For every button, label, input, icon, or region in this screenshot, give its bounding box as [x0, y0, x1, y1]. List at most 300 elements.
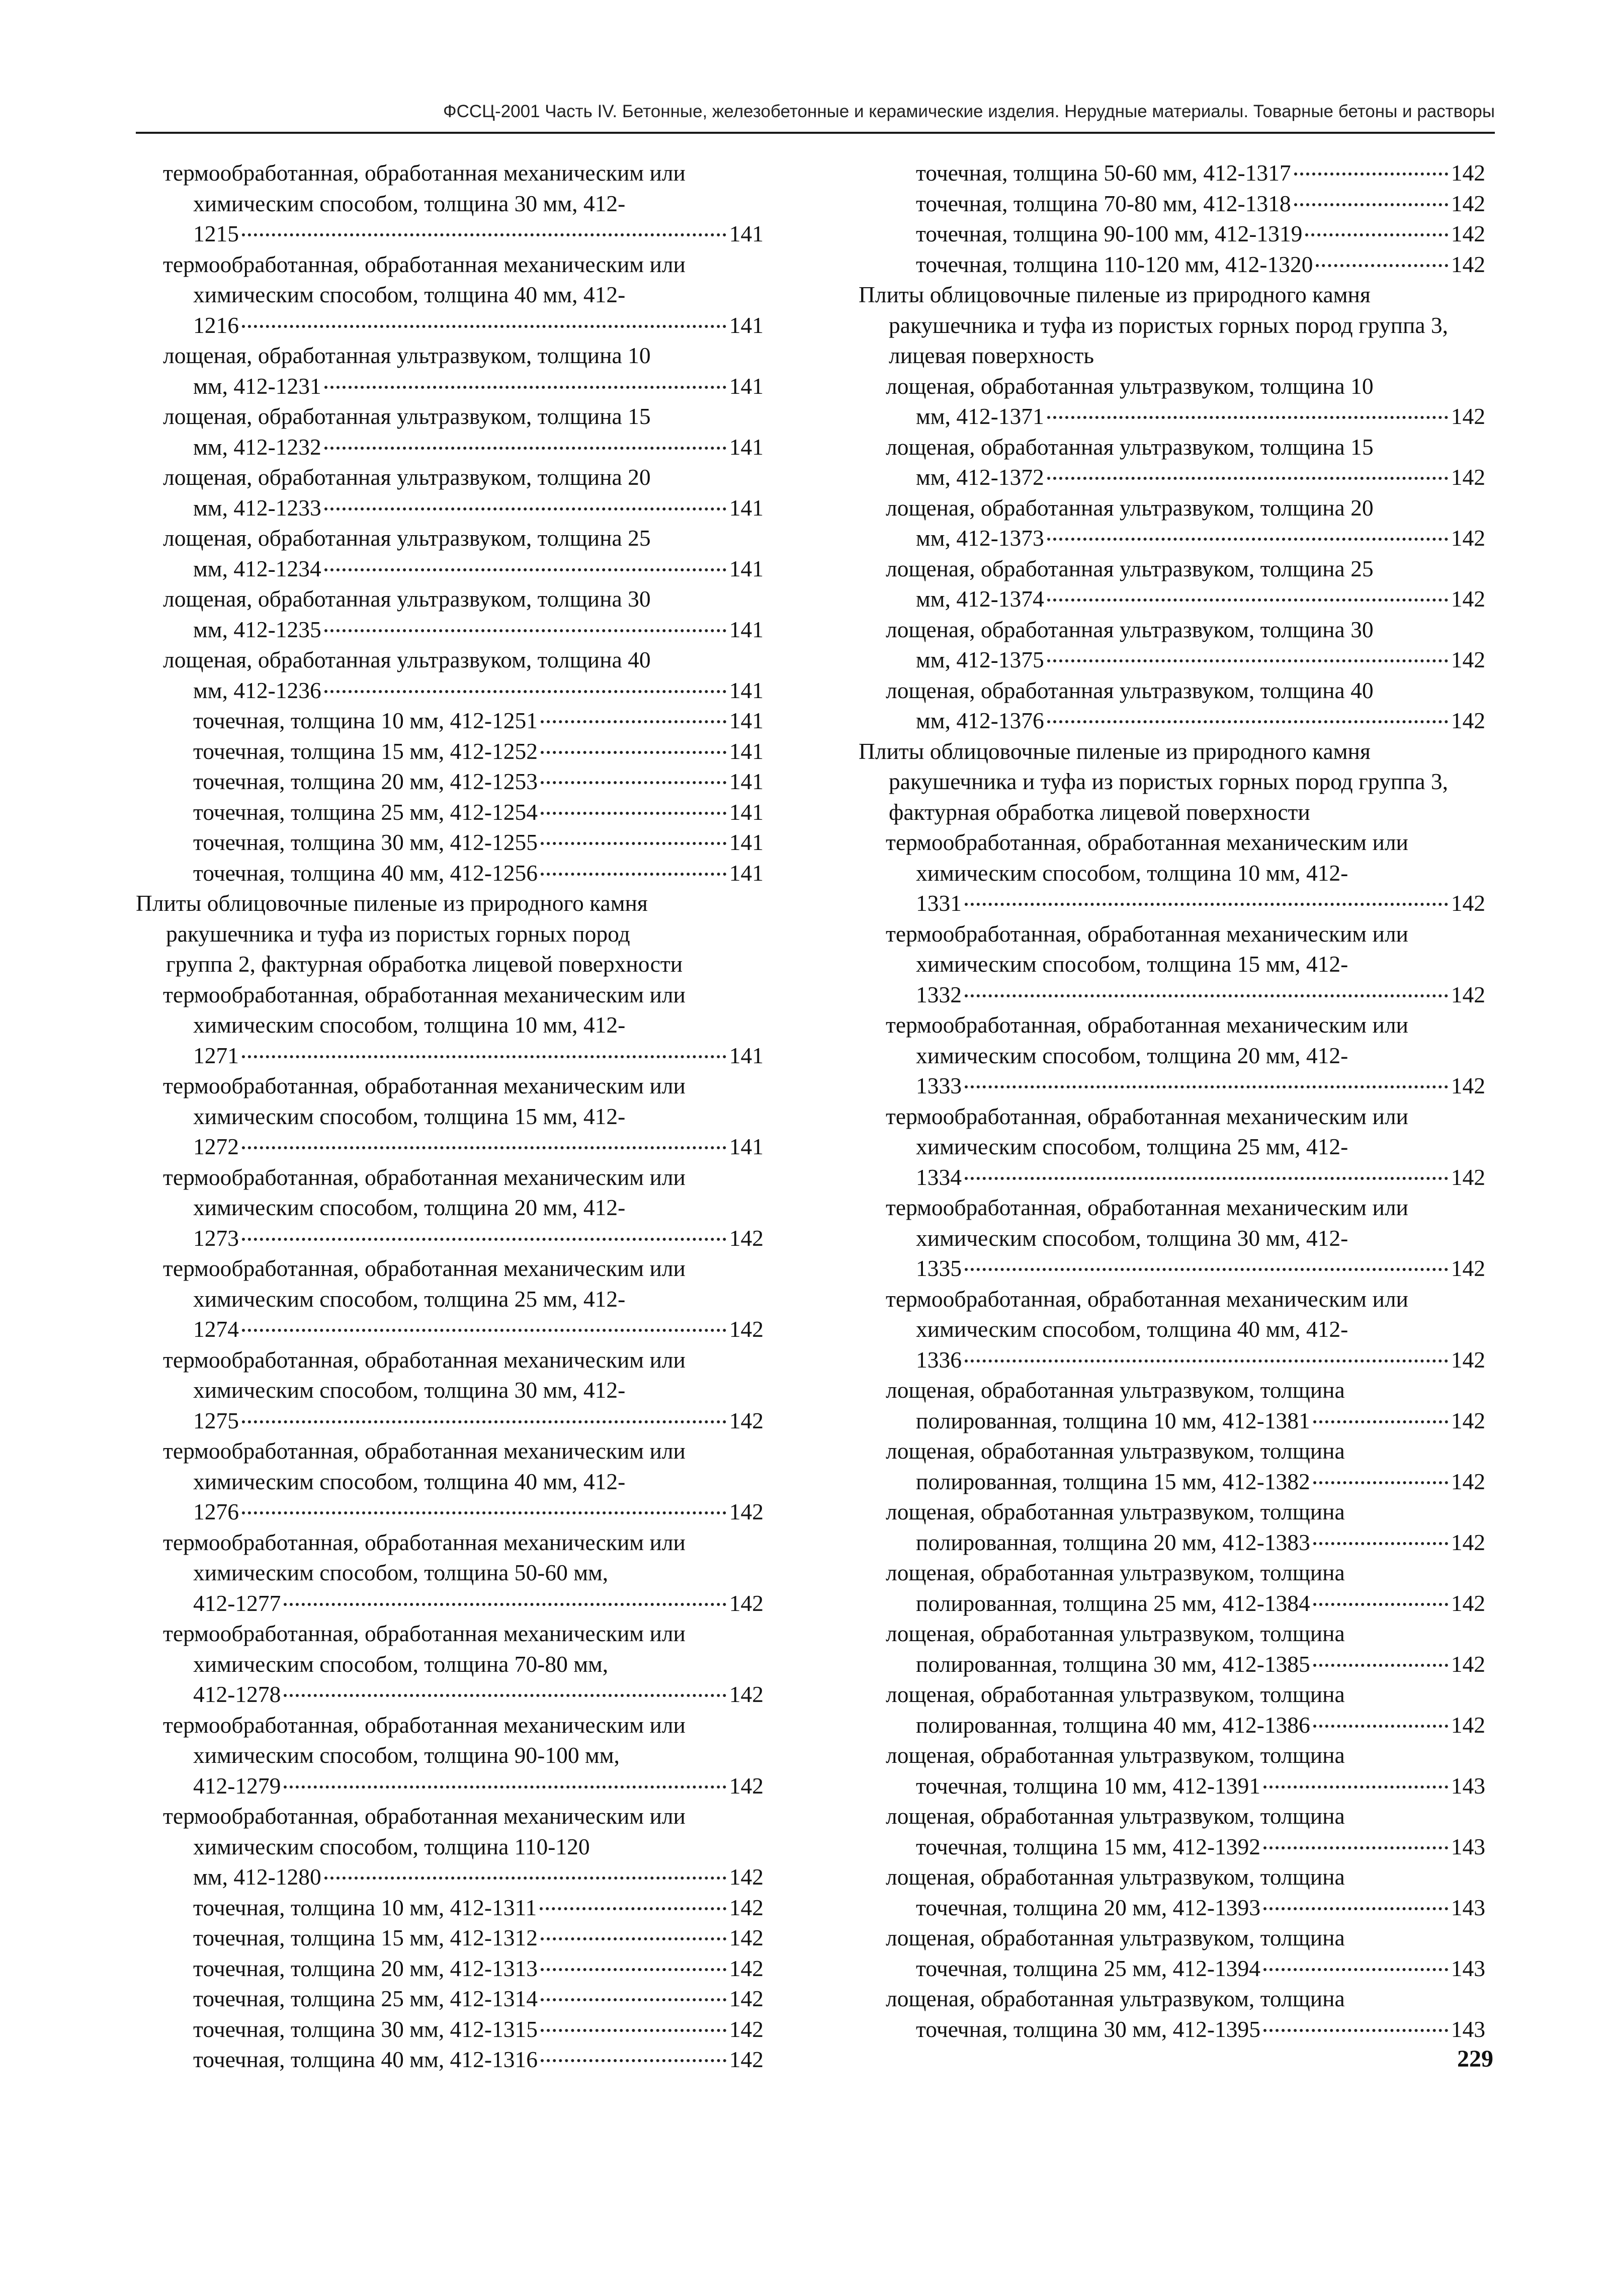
index-entry — [136, 736, 764, 767]
dot-leader — [1263, 1785, 1448, 1789]
index-entry — [859, 1193, 1485, 1284]
index-entry-leader-line — [916, 706, 1485, 736]
index-entry-leader-line — [193, 1953, 764, 1984]
index-entry — [136, 797, 764, 828]
index-entry-code: полированная, толщина 20 мм, 412-1383 — [916, 1529, 1310, 1555]
index-entry-leader-line — [193, 1314, 764, 1345]
index-entry — [136, 462, 764, 523]
index-entry-code: 1215 — [193, 221, 239, 246]
index-entry — [136, 249, 764, 341]
index-entry-text: лощеная, обработанная ультразвуком, толщина — [886, 1742, 1345, 1768]
index-entry-leader-line — [193, 2045, 764, 2075]
index-entry-text: термообработанная, обработанная механическим или химическим способом, толщина 40 мм, 412- — [163, 1438, 686, 1494]
index-entry — [859, 1375, 1485, 1436]
dot-leader — [541, 1968, 726, 1971]
index-entry-code: 1332 — [916, 981, 962, 1007]
index-entry — [859, 158, 1485, 189]
index-entry-text: группа 2, фактурная обработка лицевой поверхности — [166, 951, 683, 977]
dot-leader — [324, 568, 726, 571]
index-entry-leader-line — [916, 1406, 1485, 1436]
index-entry-code: точечная, толщина 20 мм, 412-1313 — [193, 1955, 538, 1981]
dot-leader — [1047, 659, 1448, 662]
dot-leader — [324, 386, 726, 389]
index-entry-leader-line — [916, 462, 1485, 493]
index-entry-leader-line — [916, 1071, 1485, 1101]
index-entry — [136, 523, 764, 584]
index-entry-page: 142 — [1451, 586, 1485, 612]
index-entry — [859, 493, 1485, 554]
index-entry — [859, 1010, 1485, 1101]
index-entry — [859, 736, 1485, 828]
index-entry-page: 142 — [1451, 160, 1485, 186]
index-entry-leader-line — [916, 158, 1485, 189]
index-entry-leader-line — [916, 219, 1485, 249]
index-entry-leader-line — [916, 1162, 1485, 1193]
index-entry-text: лощеная, обработанная ультразвуком, толщина 30 — [163, 586, 651, 612]
dot-leader — [541, 1998, 726, 2001]
index-entry — [859, 1436, 1485, 1497]
index-entry-leader-line — [916, 1771, 1485, 1802]
index-entry-text: лощеная, обработанная ультразвуком, толщина 40 — [163, 647, 651, 672]
index-entry-leader-line — [193, 1132, 764, 1162]
index-entry — [136, 1253, 764, 1345]
index-entry-page: 143 — [1451, 2016, 1485, 2042]
index-entry — [136, 949, 764, 980]
index-entry — [859, 1558, 1485, 1619]
index-entry-text: термообработанная, обработанная механическим или химическим способом, толщина 70-80 мм, — [163, 1621, 686, 1677]
index-entry-code: точечная, толщина 25 мм, 412-1394 — [916, 1955, 1260, 1981]
index-entry-page: 142 — [729, 1986, 764, 2011]
index-entry-code: 1275 — [193, 1407, 239, 1433]
index-entry-text: термообработанная, обработанная механическим или химическим способом, толщина 90-100 мм, — [163, 1712, 686, 1768]
index-entry-leader-line — [916, 1467, 1485, 1497]
index-entry-code: 412-1278 — [193, 1681, 281, 1707]
index-entry-code: 1334 — [916, 1164, 962, 1190]
index-entry-page: 141 — [729, 860, 764, 886]
index-entry-code: мм, 412-1373 — [916, 525, 1044, 551]
index-entry-page: 143 — [1451, 1772, 1485, 1799]
index-entry — [136, 1071, 764, 1162]
index-entry-text: термообработанная, обработанная механическим или химическим способом, толщина 30 мм, 412- — [163, 1346, 686, 1403]
index-entry-leader-line — [193, 675, 764, 706]
index-entry-leader-line — [916, 189, 1485, 219]
index-entry-text: Плиты облицовочные пиленые из природного камня ракушечника и туфа из пористых горных пород группа 3, фактурная обработка лицевой поверхности — [859, 738, 1449, 825]
index-entry-code: мм, 412-1236 — [193, 677, 321, 703]
index-entry — [859, 1801, 1485, 1862]
index-entry — [136, 1162, 764, 1254]
dot-leader — [1313, 1420, 1448, 1423]
index-entry — [136, 1345, 764, 1436]
index-entry-page: 143 — [1451, 1955, 1485, 1981]
index-entry — [136, 1527, 764, 1619]
index-entry-code: точечная, толщина 40 мм, 412-1316 — [193, 2047, 538, 2072]
index-column-left — [136, 158, 764, 2075]
index-entry-page: 142 — [729, 1955, 764, 1981]
index-entry-leader-line — [193, 1679, 764, 1710]
index-entry-page: 141 — [729, 738, 764, 764]
dot-leader — [541, 781, 726, 784]
index-entry-text: термообработанная, обработанная механическим или химическим способом, толщина 10 мм, 412- — [886, 829, 1408, 886]
index-entry-page: 142 — [729, 1499, 764, 1524]
index-entry-page: 142 — [1451, 1529, 1485, 1555]
index-entry-page: 142 — [1451, 464, 1485, 490]
dot-leader — [1263, 1846, 1448, 1849]
dot-leader — [541, 842, 726, 845]
index-entry-leader-line — [916, 1588, 1485, 1619]
index-entry-code: мм, 412-1234 — [193, 555, 321, 581]
index-entry-page: 141 — [729, 677, 764, 703]
index-entry — [859, 554, 1485, 615]
index-entry-code: мм, 412-1232 — [193, 434, 321, 460]
dot-leader — [242, 1420, 726, 1423]
index-entry — [136, 645, 764, 706]
index-entry-page: 141 — [729, 312, 764, 338]
dot-leader — [242, 325, 726, 328]
index-entry-text: Плиты облицовочные пиленые из природного камня ракушечника и туфа из пористых горных пород группа 3, лицевая поверхность — [859, 282, 1449, 368]
index-entry-text: лощеная, обработанная ультразвуком, толщина 30 — [886, 616, 1374, 642]
index-entry-code: полированная, толщина 10 мм, 412-1381 — [916, 1407, 1310, 1433]
index-entry-code: мм, 412-1375 — [916, 647, 1044, 672]
index-entry — [136, 2045, 764, 2075]
index-entry-page: 142 — [729, 1225, 764, 1251]
index-entry — [136, 827, 764, 858]
dot-leader — [965, 1359, 1448, 1363]
index-entry-leader-line — [193, 371, 764, 402]
index-entry-page: 142 — [1451, 1468, 1485, 1494]
page-number: 229 — [1457, 2046, 1493, 2072]
dot-leader — [965, 1268, 1448, 1271]
index-entry — [859, 1679, 1485, 1740]
index-entry-leader-line — [193, 1406, 764, 1436]
index-entry — [859, 189, 1485, 219]
index-entry-code: 1274 — [193, 1316, 239, 1342]
index-entry-page: 142 — [729, 1864, 764, 1890]
index-entry — [859, 1284, 1485, 1376]
running-header — [136, 99, 1495, 134]
running-header-title: ФССЦ-2001 Часть IV. Бетонные, железобетонные и керамические изделия. Нерудные материалы. Товарные бетоны и растворы — [443, 102, 1495, 121]
index-entry-text: лощеная, обработанная ультразвуком, толщина 15 — [886, 434, 1374, 460]
index-entry-code: точечная, толщина 15 мм, 412-1392 — [916, 1833, 1260, 1859]
index-entry-text: термообработанная, обработанная механическим или химическим способом, толщина 40 мм, 412- — [886, 1286, 1408, 1342]
dot-leader — [1294, 203, 1448, 206]
index-entry-text: лощеная, обработанная ультразвуком, толщина 40 — [886, 677, 1374, 703]
index-entry-page: 141 — [729, 769, 764, 794]
index-entry — [859, 675, 1485, 736]
index-entry-code: точечная, толщина 15 мм, 412-1312 — [193, 1925, 538, 1950]
index-entry-text: Плиты облицовочные пиленые из природного камня ракушечника и туфа из пористых горных пород — [136, 890, 648, 947]
dot-leader — [1047, 538, 1448, 541]
index-entry-page: 142 — [1451, 647, 1485, 672]
index-entry-page: 142 — [1451, 251, 1485, 277]
index-entry-text: лощеная, обработанная ультразвуком, толщина — [886, 1864, 1345, 1890]
index-entry-text: лощеная, обработанная ультразвуком, толщина 25 — [886, 555, 1374, 581]
index-entry — [859, 1984, 1485, 2045]
index-entry-code: точечная, толщина 30 мм, 412-1395 — [916, 2016, 1260, 2042]
index-entry — [136, 341, 764, 401]
index-entry-leader-line — [193, 736, 764, 767]
index-entry-page: 141 — [729, 799, 764, 825]
index-entry-text: лощеная, обработанная ультразвуком, толщина — [886, 1499, 1345, 1524]
dot-leader — [242, 1329, 726, 1332]
index-entry-code: мм, 412-1372 — [916, 464, 1044, 490]
dot-leader — [242, 233, 726, 236]
index-entry-page: 141 — [729, 494, 764, 521]
index-entry-leader-line — [193, 432, 764, 463]
index-entry-leader-line — [916, 2014, 1485, 2045]
index-entry-leader-line — [916, 584, 1485, 615]
index-entry-page: 142 — [729, 1681, 764, 1707]
dot-leader — [1313, 1664, 1448, 1667]
index-entry-code: мм, 412-1235 — [193, 616, 321, 642]
dot-leader — [540, 1907, 726, 1910]
dot-leader — [284, 1694, 726, 1697]
index-entry-code: 1216 — [193, 312, 239, 338]
index-entry-page: 141 — [729, 555, 764, 581]
index-entry-page: 142 — [1451, 403, 1485, 429]
index-entry-page: 142 — [729, 1407, 764, 1433]
index-entry-code: точечная, толщина 15 мм, 412-1252 — [193, 738, 538, 764]
dot-leader — [1047, 720, 1448, 723]
dot-leader — [541, 720, 726, 723]
index-entry — [136, 1801, 764, 1893]
index-entry-leader-line — [916, 401, 1485, 432]
index-entry-code: точечная, толщина 40 мм, 412-1256 — [193, 860, 538, 886]
index-entry-code: полированная, толщина 40 мм, 412-1386 — [916, 1712, 1310, 1738]
index-entry-page: 143 — [1451, 1833, 1485, 1859]
dot-leader — [1263, 1968, 1448, 1971]
index-entry-code: точечная, толщина 50-60 мм, 412-1317 — [916, 160, 1291, 186]
index-entry-leader-line — [916, 1345, 1485, 1376]
index-entry-text: термообработанная, обработанная механическим или химическим способом, толщина 110-120 — [163, 1803, 686, 1859]
index-entry-text: лощеная, обработанная ультразвуком, толщина — [886, 1621, 1345, 1646]
dot-leader — [242, 1055, 726, 1058]
index-entry-code: мм, 412-1371 — [916, 403, 1044, 429]
dot-leader — [541, 812, 726, 815]
dot-leader — [541, 2059, 726, 2062]
dot-leader — [965, 1085, 1448, 1088]
index-entry-leader-line — [193, 615, 764, 645]
index-entry-code: 1276 — [193, 1499, 239, 1524]
dot-leader — [965, 994, 1448, 997]
index-entry-code: мм, 412-1280 — [193, 1864, 321, 1890]
index-entry-leader-line — [916, 1649, 1485, 1680]
index-entry-page: 141 — [729, 434, 764, 460]
index-entry-code: точечная, толщина 110-120 мм, 412-1320 — [916, 251, 1313, 277]
index-entry-leader-line — [193, 493, 764, 524]
index-entry — [136, 888, 764, 949]
index-entry-text: лощеная, обработанная ультразвуком, толщина — [886, 1803, 1345, 1829]
index-entry-text: термообработанная, обработанная механическим или химическим способом, толщина 25 мм, 412- — [886, 1103, 1408, 1159]
index-entry-code: 1272 — [193, 1134, 239, 1159]
index-entry — [136, 1893, 764, 1923]
index-entry-page: 143 — [1451, 1894, 1485, 1920]
index-entry — [136, 980, 764, 1071]
index-entry-leader-line — [916, 1832, 1485, 1862]
index-entry-leader-line — [193, 1893, 764, 1923]
index-entry-text: лощеная, обработанная ультразвуком, толщина — [886, 1438, 1345, 1464]
index-entry-code: точечная, толщина 10 мм, 412-1311 — [193, 1894, 537, 1920]
index-entry-page: 141 — [729, 1042, 764, 1068]
dot-leader — [284, 1603, 726, 1606]
index-entry-page: 142 — [729, 1316, 764, 1342]
index-entry-code: точечная, толщина 25 мм, 412-1254 — [193, 799, 538, 825]
dot-leader — [324, 690, 726, 693]
index-entry-page: 142 — [1451, 981, 1485, 1007]
index-entry-code: точечная, толщина 20 мм, 412-1253 — [193, 769, 538, 794]
index-entry — [136, 1953, 764, 1984]
index-entry-code: точечная, толщина 20 мм, 412-1393 — [916, 1894, 1260, 1920]
index-entry-leader-line — [193, 1041, 764, 1071]
index-entry-page: 142 — [1451, 1590, 1485, 1616]
index-entry-leader-line — [193, 797, 764, 828]
dot-leader — [965, 903, 1448, 906]
dot-leader — [1313, 1542, 1448, 1545]
index-entry-code: 1335 — [916, 1255, 962, 1281]
index-entry-leader-line — [193, 1223, 764, 1254]
index-entry-text: лощеная, обработанная ультразвуком, толщина 25 — [163, 525, 651, 551]
index-entry-code: точечная, толщина 70-80 мм, 412-1318 — [916, 190, 1291, 216]
index-entry-page: 142 — [1451, 1651, 1485, 1677]
dot-leader — [1047, 416, 1448, 419]
index-entry — [859, 1497, 1485, 1558]
index-entry-code: точечная, толщина 30 мм, 412-1315 — [193, 2016, 538, 2042]
dot-leader — [1263, 2029, 1448, 2032]
index-entry-code: мм, 412-1376 — [916, 708, 1044, 733]
index-entry — [136, 1984, 764, 2014]
index-entry-page: 141 — [729, 1134, 764, 1159]
index-entry — [859, 219, 1485, 249]
index-entry-leader-line — [916, 1893, 1485, 1923]
dot-leader — [541, 2029, 726, 2032]
index-entry-leader-line — [916, 1527, 1485, 1558]
index-entry-text: лощеная, обработанная ультразвуком, толщина — [886, 1377, 1345, 1403]
index-entry-text: лощеная, обработанная ультразвуком, толщина 10 — [163, 343, 651, 368]
dot-leader — [324, 629, 726, 632]
index-entry-text: лощеная, обработанная ультразвуком, толщина — [886, 1681, 1345, 1707]
dot-leader — [324, 1877, 726, 1880]
index-entry-text: лощеная, обработанная ультразвуком, толщина — [886, 1560, 1345, 1585]
index-entry-text: лощеная, обработанная ультразвуком, толщина 20 — [886, 494, 1374, 521]
index-entry-leader-line — [193, 1984, 764, 2014]
index-entry — [136, 158, 764, 249]
dot-leader — [1313, 1603, 1448, 1606]
index-entry-page: 142 — [1451, 190, 1485, 216]
index-entry-code: 1336 — [916, 1346, 962, 1373]
index-entry-text: термообработанная, обработанная механическим или химическим способом, толщина 50-60 мм, — [163, 1529, 686, 1585]
index-entry-text: термообработанная, обработанная механическим или химическим способом, толщина 25 мм, 412- — [163, 1255, 686, 1312]
index-entry-code: мм, 412-1233 — [193, 494, 321, 521]
index-entry-code: 1331 — [916, 890, 962, 916]
index-entry-page: 142 — [1451, 1712, 1485, 1738]
index-entry-leader-line — [916, 1953, 1485, 1984]
index-entry-page: 142 — [729, 2047, 764, 2072]
index-entry-leader-line — [193, 1771, 764, 1802]
index-entry-leader-line — [193, 1588, 764, 1619]
index-entry-page: 142 — [1451, 221, 1485, 246]
index-entry-text: термообработанная, обработанная механическим или химическим способом, толщина 30 мм, 412- — [886, 1195, 1408, 1251]
index-entry — [136, 1436, 764, 1527]
index-entry-leader-line — [193, 767, 764, 797]
index-entry-text: термообработанная, обработанная механическим или химическим способом, толщина 10 мм, 412- — [163, 981, 686, 1038]
dot-leader — [1313, 1725, 1448, 1728]
dot-leader — [1305, 233, 1448, 236]
index-entry — [859, 1862, 1485, 1923]
index-entry-page: 142 — [1451, 1073, 1485, 1098]
index-entry-code: точечная, толщина 90-100 мм, 412-1319 — [916, 221, 1303, 246]
dot-leader — [541, 873, 726, 876]
index-entry-text: лощеная, обработанная ультразвуком, толщина 15 — [163, 403, 651, 429]
index-entry-code: точечная, толщина 25 мм, 412-1314 — [193, 1986, 538, 2011]
index-entry-text: термообработанная, обработанная механическим или химическим способом, толщина 15 мм, 412- — [163, 1073, 686, 1129]
index-entry-leader-line — [916, 1253, 1485, 1284]
dot-leader — [324, 507, 726, 511]
index-entry-page: 142 — [1451, 1255, 1485, 1281]
index-entry-leader-line — [193, 310, 764, 341]
index-entry — [859, 1923, 1485, 1984]
index-entry-page: 142 — [729, 1894, 764, 1920]
index-entry-code: 412-1279 — [193, 1772, 281, 1799]
index-entry-page: 142 — [1451, 890, 1485, 916]
index-entry-leader-line — [916, 980, 1485, 1010]
index-entry-leader-line — [916, 249, 1485, 280]
dot-leader — [541, 751, 726, 754]
index-entry-leader-line — [193, 827, 764, 858]
index-entry-leader-line — [193, 2014, 764, 2045]
index-entry — [136, 706, 764, 736]
index-entry-leader-line — [193, 1497, 764, 1527]
index-entry-page: 142 — [1451, 708, 1485, 733]
index-entry-page: 142 — [1451, 1346, 1485, 1373]
index-entry — [859, 1101, 1485, 1193]
index-entry — [859, 280, 1485, 371]
index-entry — [136, 584, 764, 645]
index-entry-page: 142 — [1451, 1164, 1485, 1190]
index-entry — [136, 401, 764, 462]
index-entry — [859, 1740, 1485, 1801]
index-entry-page: 141 — [729, 221, 764, 246]
index-entry — [859, 432, 1485, 493]
dot-leader — [242, 1511, 726, 1514]
dot-leader — [324, 447, 726, 450]
index-entry-leader-line — [193, 1923, 764, 1953]
index-entry-page: 142 — [1451, 1407, 1485, 1433]
index-entry — [136, 1710, 764, 1802]
index-entry-text: термообработанная, обработанная механическим или химическим способом, толщина 20 мм, 412- — [163, 1164, 686, 1220]
dot-leader — [541, 1937, 726, 1940]
index-entry-page: 141 — [729, 829, 764, 855]
index-entry-text: термообработанная, обработанная механическим или химическим способом, толщина 40 мм, 412- — [163, 251, 686, 307]
index-entry-leader-line — [916, 888, 1485, 919]
index-entry-leader-line — [193, 858, 764, 889]
dot-leader — [284, 1785, 726, 1789]
dot-leader — [1294, 173, 1448, 176]
index-entry-leader-line — [916, 523, 1485, 554]
index-entry — [859, 827, 1485, 919]
index-column-right — [859, 158, 1485, 2045]
index-entry-page: 142 — [729, 1772, 764, 1799]
index-entry-code: мм, 412-1231 — [193, 373, 321, 399]
dot-leader — [1316, 264, 1448, 267]
index-entry — [859, 615, 1485, 675]
index-entry-leader-line — [193, 706, 764, 736]
index-entry-text: лощеная, обработанная ультразвуком, толщина 10 — [886, 373, 1374, 399]
index-entry-text: термообработанная, обработанная механическим или химическим способом, толщина 15 мм, 412- — [886, 920, 1408, 977]
index-entry — [136, 1619, 764, 1710]
index-entry-text: лощеная, обработанная ультразвуком, толщина — [886, 1925, 1345, 1950]
index-entry-leader-line — [916, 645, 1485, 675]
index-entry — [136, 1923, 764, 1953]
index-entry — [136, 767, 764, 797]
